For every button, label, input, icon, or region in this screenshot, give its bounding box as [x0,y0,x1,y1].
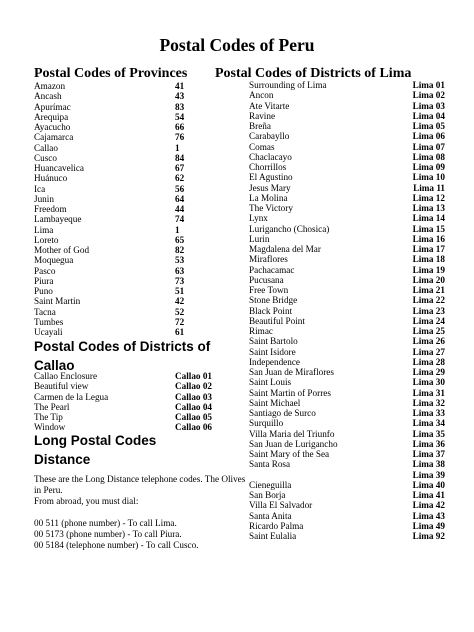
lima-district-row [249,142,445,152]
province-row [34,276,224,286]
entry-name: Tacna [34,306,56,317]
entry-name: Surquillo [249,418,284,429]
province-row [34,235,224,245]
entry-code: 44 [175,204,185,214]
provinces-heading: Postal Codes of Provinces [34,66,188,81]
lima-district-row [249,254,445,264]
entry-name: Jesus Mary [249,182,291,193]
lima-district-row [249,162,445,172]
province-row [34,266,224,276]
lima-district-row [249,203,445,213]
entry-name: Beautiful view [34,381,89,392]
entry-name: Ancash [34,91,62,102]
entry-code: Lima 23 [412,305,445,316]
entry-name: Free Town [249,285,289,295]
page-title: Postal Codes of Peru [159,35,315,55]
long-distance-heading-line2: Distance [34,452,91,467]
province-row [34,184,224,194]
entry-name: Carmen de la Legua [34,391,109,402]
entry-name: Villa El Salvador [249,500,313,511]
entry-code: 74 [175,214,185,225]
lima-district-row [249,408,445,418]
entry-code: 51 [175,286,185,296]
entry-name: The Victory [249,203,293,213]
entry-name: La Molina [249,192,288,203]
entry-code: Lima 31 [412,387,445,398]
entry-code: Callao 06 [175,422,213,433]
entry-name: Santa Anita [249,510,292,521]
entry-name: Pachacamac [249,264,295,275]
entry-code: Lima 32 [412,397,445,408]
province-row [34,102,224,112]
entry-name: San Borja [249,490,286,500]
entry-name: Miraflores [249,254,288,265]
province-row [34,163,224,173]
entry-name: Tumbes [34,316,64,327]
callao-heading-line2: Callao [34,358,75,373]
entry-code: Lima 11 [413,182,445,193]
entry-name: Ancon [249,90,274,101]
entry-code: Lima 03 [412,100,445,111]
province-row [34,81,224,91]
province-row [34,307,224,317]
entry-code: 41 [175,81,185,91]
entry-name: Ravine [249,110,276,121]
lima-district-row [249,265,445,275]
entry-name: The Pearl [34,401,70,412]
province-row [34,327,224,337]
entry-name: Window [34,422,66,433]
province-row [34,296,224,306]
entry-name: Saint Martin of Porres [249,387,331,398]
entry-name: Huánuco [34,173,68,184]
entry-name: Puno [34,286,53,296]
lima-districts-list [249,80,445,541]
entry-name: Callao Enclosure [34,371,98,381]
entry-name: Lima [34,224,54,235]
callao-district-row [34,412,224,422]
entry-name: Saint Isidore [249,346,296,357]
province-row [34,245,224,255]
lima-district-row [249,418,445,428]
entry-name: Ricardo Palma [249,520,304,531]
entry-code: 54 [175,111,185,122]
entry-code: Lima 16 [412,233,445,244]
entry-name: Moquegua [34,255,74,266]
lima-district-row [249,101,445,111]
province-row [34,91,224,101]
lima-district-row [249,295,445,305]
entry-name: Comas [249,141,275,152]
entry-name: Cusco [34,152,57,163]
long-distance-instruction: From abroad, you must dial: [34,496,139,506]
lima-district-row [249,285,445,295]
entry-code: 83 [175,101,185,112]
callao-district-row [34,381,224,391]
entry-code: 62 [175,173,185,184]
entry-name: Arequipa [34,111,69,122]
entry-code: Lima 01 [412,80,445,90]
lima-district-row [249,316,445,326]
lima-district-row [249,326,445,336]
province-row [34,255,224,265]
entry-name: Saint Michael [249,397,301,408]
entry-name: Ate Vitarte [249,100,290,111]
entry-code: Lima 39 [412,469,445,480]
callao-district-row [34,402,224,412]
entry-code: Lima 25 [412,326,445,336]
entry-code: Lima 43 [412,510,445,521]
lima-district-row [249,275,445,285]
lima-district-row [249,521,445,531]
lima-district-row [249,213,445,223]
entry-name: Ica [34,183,46,194]
entry-code: Lima 13 [412,203,445,213]
entry-name: Saint Mary of the Sea [249,449,330,459]
entry-code: 42 [175,296,185,307]
long-distance-example: 00 5184 (telephone number) - To call Cusco. [34,540,199,550]
entry-code: Lima 05 [412,121,445,131]
entry-code: Lima 35 [412,428,445,439]
lima-district-row [249,244,445,254]
lima-district-row [249,224,445,234]
lima-district-row [249,131,445,141]
entry-name: San Juan de Lurigancho [249,438,338,449]
lima-district-row [249,183,445,193]
entry-code: Lima 30 [412,377,445,388]
province-row [34,225,224,235]
entry-code: Lima 41 [412,490,445,500]
entry-code: Callao 02 [175,381,213,392]
callao-heading-line1: Postal Codes of Districts of [34,339,211,354]
callao-heading [34,337,210,375]
entry-name: Rimac [249,326,273,336]
entry-code: 61 [175,327,185,337]
entry-name: Lurin [249,233,270,244]
entry-name: Lambayeque [34,214,82,225]
province-row [34,173,224,183]
entry-code: 1 [175,224,180,235]
lima-district-row [249,193,445,203]
entry-code: Lima 12 [412,192,445,203]
entry-code: 1 [175,142,180,153]
entry-code: Lima 49 [412,520,445,531]
entry-code: 76 [175,132,185,143]
lima-district-row [249,234,445,244]
long-distance-intro-line1: These are the Long Distance telephone codes. The Olives [34,474,246,484]
callao-districts-list [34,371,224,433]
entry-code: Callao 04 [175,401,213,412]
entry-code: 63 [175,265,185,276]
callao-district-row [34,392,224,402]
lima-district-row [249,531,445,541]
entry-name: Saint Louis [249,377,292,388]
province-row [34,143,224,153]
long-distance-example: 00 511 (phone number) - To call Lima. [34,518,177,528]
long-distance-heading [34,431,156,469]
entry-code: Lima 20 [412,274,445,285]
lima-district-row [249,388,445,398]
entry-code: 53 [175,255,185,266]
entry-code: 64 [175,193,185,204]
entry-code: Lima 22 [412,295,445,306]
entry-name: San Juan de Miraflores [249,367,334,377]
entry-code: Lima 04 [412,110,445,121]
entry-code: 73 [175,275,185,286]
entry-code: Lima 17 [412,244,445,254]
lima-district-row [249,367,445,377]
entry-name: Lynx [249,213,268,224]
lima-district-row [249,357,445,367]
entry-name: Surrounding of Lima [249,80,327,90]
lima-district-row [249,90,445,100]
lima-district-row [249,511,445,521]
entry-name: Junin [34,193,54,204]
long-distance-intro-line2: in Peru. [34,485,63,495]
entry-code: Lima 14 [412,213,445,224]
entry-code: Callao 05 [175,412,213,422]
lima-district-row [249,449,445,459]
entry-name: Santiago de Surco [249,408,316,418]
lima-district-row [249,490,445,500]
lima-district-row [249,336,445,346]
entry-code: Lima 33 [412,408,445,418]
entry-code: Lima 19 [412,264,445,275]
entry-name: The Tip [34,412,63,422]
entry-name: Saint Bartolo [249,336,298,347]
entry-code: Lima 28 [412,356,445,367]
province-row [34,112,224,122]
entry-code: Lima 37 [412,449,445,459]
entry-name: Huancavelica [34,163,84,173]
entry-name: Pucusana [249,274,284,285]
entry-name: Ayacucho [34,122,71,132]
province-row [34,132,224,142]
province-row [34,122,224,132]
entry-code: Lima 27 [412,346,445,357]
entry-code: Lima 08 [412,151,445,162]
province-row [34,286,224,296]
entry-name: Freedom [34,204,67,214]
entry-name: Callao [34,142,58,153]
entry-name: Black Point [249,305,293,316]
entry-code: Lima 06 [412,131,445,142]
province-row [34,194,224,204]
lima-district-row [249,152,445,162]
entry-name: Stone Bridge [249,295,298,306]
lima-district-row [249,347,445,357]
entry-code: Lima 18 [412,254,445,265]
entry-name: Saint Eulalia [249,531,297,541]
entry-name: Santa Rosa [249,459,291,470]
entry-code: Lima 40 [412,479,445,490]
entry-code: Lima 26 [412,336,445,347]
entry-name: Lurigancho (Chosica) [249,223,330,234]
long-distance-example: 00 5173 (phone number) - To call Piura. [34,529,182,539]
entry-name: Independence [249,356,301,367]
entry-name: Carabayllo [249,131,290,142]
entry-name: Villa Maria del Triunfo [249,428,335,439]
lima-district-row [249,480,445,490]
province-row [34,204,224,214]
entry-code: Lima 92 [412,531,445,541]
entry-code: Callao 01 [175,371,213,381]
entry-name: Amazon [34,81,66,91]
entry-name: Chaclacayo [249,151,292,162]
entry-name: Beautiful Point [249,315,305,326]
province-row [34,153,224,163]
entry-name: Breña [249,121,271,131]
entry-code: Lima 15 [412,223,445,234]
entry-code: Lima 36 [412,438,445,449]
lima-district-row [249,439,445,449]
lima-district-row [249,470,445,480]
entry-code: Lima 21 [412,285,445,295]
lima-district-row [249,306,445,316]
entry-code: 84 [175,152,185,163]
lima-district-row [249,80,445,90]
province-row [34,317,224,327]
entry-name: El Agustino [249,172,293,183]
entry-name: Chorrillos [249,162,287,172]
entry-code: Lima 10 [412,172,445,183]
lima-districts-heading: Postal Codes of Districts of Lima [215,66,412,81]
entry-name: Loreto [34,234,59,245]
entry-code: 72 [175,316,185,327]
lima-district-row [249,377,445,387]
entry-name: Piura [34,275,54,286]
entry-code: Lima 07 [412,141,445,152]
entry-code: Lima 09 [412,162,445,172]
entry-code: 82 [175,245,185,255]
entry-code: 43 [175,91,185,102]
lima-district-row [249,429,445,439]
entry-code: Lima 29 [412,367,445,377]
entry-name: Saint Martin [34,296,81,307]
entry-code: Lima 42 [412,500,445,511]
entry-name: Cieneguilla [249,479,292,490]
lima-district-row [249,459,445,469]
entry-code: Callao 03 [175,391,213,402]
lima-district-row [249,172,445,182]
entry-code: 67 [175,163,185,173]
lima-district-row [249,121,445,131]
entry-name: Apurímac [34,101,71,112]
lima-district-row [249,111,445,121]
entry-name: Pasco [34,265,56,276]
entry-code: 66 [175,122,185,132]
lima-district-row [249,398,445,408]
callao-district-row [34,371,224,381]
entry-code: Lima 34 [412,418,445,429]
entry-code: 52 [175,306,185,317]
entry-code: 56 [175,183,185,194]
long-distance-heading-line1: Long Postal Codes [34,433,157,448]
entry-name: Cajamarca [34,132,74,143]
entry-name: Ucayali [34,327,63,337]
entry-code: Lima 24 [412,315,445,326]
lima-district-row [249,500,445,510]
entry-name: Mother of God [34,245,90,255]
provinces-list [34,81,224,337]
entry-code: 65 [175,234,185,245]
entry-code: Lima 38 [412,459,445,470]
entry-code: Lima 02 [412,90,445,101]
province-row [34,214,224,224]
entry-name: Magdalena del Mar [249,244,321,254]
